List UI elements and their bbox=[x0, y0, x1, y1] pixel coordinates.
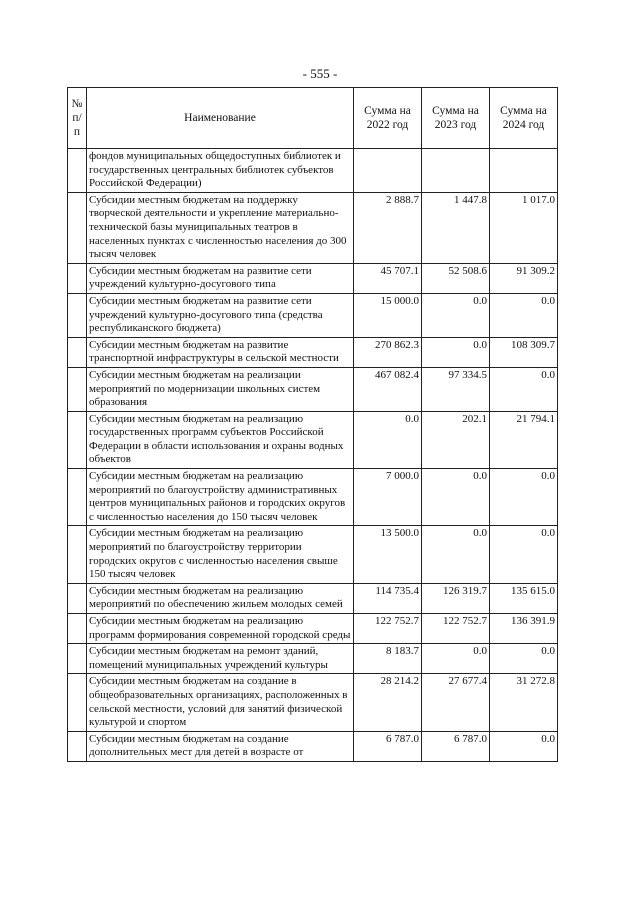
row-sum-2024: 108 309.7 bbox=[490, 337, 558, 367]
table-header-row bbox=[68, 88, 558, 149]
row-sum-2024: 0.0 bbox=[490, 526, 558, 583]
row-num bbox=[68, 192, 87, 263]
row-sum-2024: 91 309.2 bbox=[490, 263, 558, 293]
row-sum-2024: 135 615.0 bbox=[490, 583, 558, 613]
row-sum-2023: 202.1 bbox=[422, 411, 490, 468]
row-sum-2022: 6 787.0 bbox=[354, 731, 422, 761]
row-num bbox=[68, 674, 87, 731]
row-sum-2022: 2 888.7 bbox=[354, 192, 422, 263]
row-name: Субсидии местным бюджетам на ремонт зданий, помещений муниципальных учреждений культуры bbox=[87, 644, 354, 674]
row-sum-2023: 27 677.4 bbox=[422, 674, 490, 731]
header-2023: Сумма на 2023 год bbox=[422, 88, 490, 149]
row-name: Субсидии местным бюджетам на поддержку творческой деятельности и укрепление материально-технической базы муниципальных театров в населенных пунктах с численностью населения до 300 тысяч человек bbox=[87, 192, 354, 263]
row-num bbox=[68, 731, 87, 761]
row-sum-2024: 0.0 bbox=[490, 644, 558, 674]
row-sum-2023: 0.0 bbox=[422, 337, 490, 367]
row-name: Субсидии местным бюджетам на создание дополнительных мест для детей в возрасте от bbox=[87, 731, 354, 761]
row-sum-2022: 467 082.4 bbox=[354, 367, 422, 411]
row-sum-2023: 6 787.0 bbox=[422, 731, 490, 761]
row-sum-2024: 136 391.9 bbox=[490, 614, 558, 644]
table-row bbox=[68, 411, 558, 468]
table-row bbox=[68, 337, 558, 367]
row-sum-2022: 15 000.0 bbox=[354, 293, 422, 337]
row-sum-2022: 270 862.3 bbox=[354, 337, 422, 367]
row-sum-2024 bbox=[490, 149, 558, 193]
budget-table bbox=[67, 87, 558, 762]
table-row bbox=[68, 469, 558, 526]
row-num bbox=[68, 337, 87, 367]
row-sum-2022: 114 735.4 bbox=[354, 583, 422, 613]
row-sum-2024: 21 794.1 bbox=[490, 411, 558, 468]
row-num bbox=[68, 293, 87, 337]
row-name: Субсидии местным бюджетам на реализацию мероприятий по благоустройству административных центров муниципальных районов и городских округов с численностью населения до 150 тысяч человек bbox=[87, 469, 354, 526]
row-name: Субсидии местным бюджетам на создание в общеобразовательных организациях, расположенных в сельской местности, условий для занятий физической культурой и спортом bbox=[87, 674, 354, 731]
table-row bbox=[68, 293, 558, 337]
row-sum-2022: 7 000.0 bbox=[354, 469, 422, 526]
row-sum-2024: 0.0 bbox=[490, 469, 558, 526]
row-name: Субсидии местным бюджетам на реализацию мероприятий по благоустройству территории городских округов с численностью населения свыше 150 тысяч человек bbox=[87, 526, 354, 583]
row-sum-2023: 0.0 bbox=[422, 293, 490, 337]
row-sum-2023: 0.0 bbox=[422, 526, 490, 583]
row-sum-2022: 45 707.1 bbox=[354, 263, 422, 293]
table-row bbox=[68, 674, 558, 731]
table-body bbox=[68, 149, 558, 762]
row-sum-2023: 52 508.6 bbox=[422, 263, 490, 293]
table-row bbox=[68, 644, 558, 674]
row-sum-2022: 122 752.7 bbox=[354, 614, 422, 644]
row-name: Субсидии местным бюджетам на развитие сети учреждений культурно-досугового типа (средства республиканского бюджета) bbox=[87, 293, 354, 337]
table-row bbox=[68, 614, 558, 644]
header-2022: Сумма на 2022 год bbox=[354, 88, 422, 149]
row-sum-2022: 8 183.7 bbox=[354, 644, 422, 674]
table-row bbox=[68, 192, 558, 263]
row-sum-2022: 0.0 bbox=[354, 411, 422, 468]
row-name: Субсидии местным бюджетам на реализацию программ формирования современной городской среды bbox=[87, 614, 354, 644]
row-name: Субсидии местным бюджетам на развитие транспортной инфраструктуры в сельской местности bbox=[87, 337, 354, 367]
row-name: Субсидии местным бюджетам на развитие сети учреждений культурно-досугового типа bbox=[87, 263, 354, 293]
row-name: Субсидии местным бюджетам на реализацию мероприятий по обеспечению жильем молодых семей bbox=[87, 583, 354, 613]
row-sum-2022: 28 214.2 bbox=[354, 674, 422, 731]
row-sum-2023: 1 447.8 bbox=[422, 192, 490, 263]
row-num bbox=[68, 526, 87, 583]
table-row bbox=[68, 263, 558, 293]
table-row bbox=[68, 149, 558, 193]
row-num bbox=[68, 367, 87, 411]
row-num bbox=[68, 263, 87, 293]
row-sum-2022 bbox=[354, 149, 422, 193]
row-sum-2024: 0.0 bbox=[490, 367, 558, 411]
row-sum-2023: 0.0 bbox=[422, 469, 490, 526]
table-row bbox=[68, 526, 558, 583]
table-row bbox=[68, 583, 558, 613]
row-sum-2023: 122 752.7 bbox=[422, 614, 490, 644]
row-num bbox=[68, 614, 87, 644]
row-num bbox=[68, 149, 87, 193]
row-name: Субсидии местным бюджетам на реализации мероприятий по модернизации школьных систем образования bbox=[87, 367, 354, 411]
header-name: Наименование bbox=[87, 88, 354, 149]
header-2024: Сумма на 2024 год bbox=[490, 88, 558, 149]
page-number: - 555 - bbox=[302, 66, 338, 81]
row-name: фондов муниципальных общедоступных библиотек и государственных центральных библиотек субъектов Российской Федерации) bbox=[87, 149, 354, 193]
row-sum-2024: 31 272.8 bbox=[490, 674, 558, 731]
row-name: Субсидии местным бюджетам на реализацию государственных программ субъектов Российской Федерации в области использования и охраны водных объектов bbox=[87, 411, 354, 468]
row-sum-2024: 1 017.0 bbox=[490, 192, 558, 263]
row-sum-2022: 13 500.0 bbox=[354, 526, 422, 583]
header-num: № п/п bbox=[68, 88, 87, 149]
row-num bbox=[68, 644, 87, 674]
row-num bbox=[68, 469, 87, 526]
row-sum-2023: 0.0 bbox=[422, 644, 490, 674]
row-sum-2023 bbox=[422, 149, 490, 193]
table-row bbox=[68, 731, 558, 761]
row-sum-2023: 126 319.7 bbox=[422, 583, 490, 613]
row-sum-2024: 0.0 bbox=[490, 293, 558, 337]
row-num bbox=[68, 411, 87, 468]
table-row bbox=[68, 367, 558, 411]
row-num bbox=[68, 583, 87, 613]
row-sum-2024: 0.0 bbox=[490, 731, 558, 761]
row-sum-2023: 97 334.5 bbox=[422, 367, 490, 411]
